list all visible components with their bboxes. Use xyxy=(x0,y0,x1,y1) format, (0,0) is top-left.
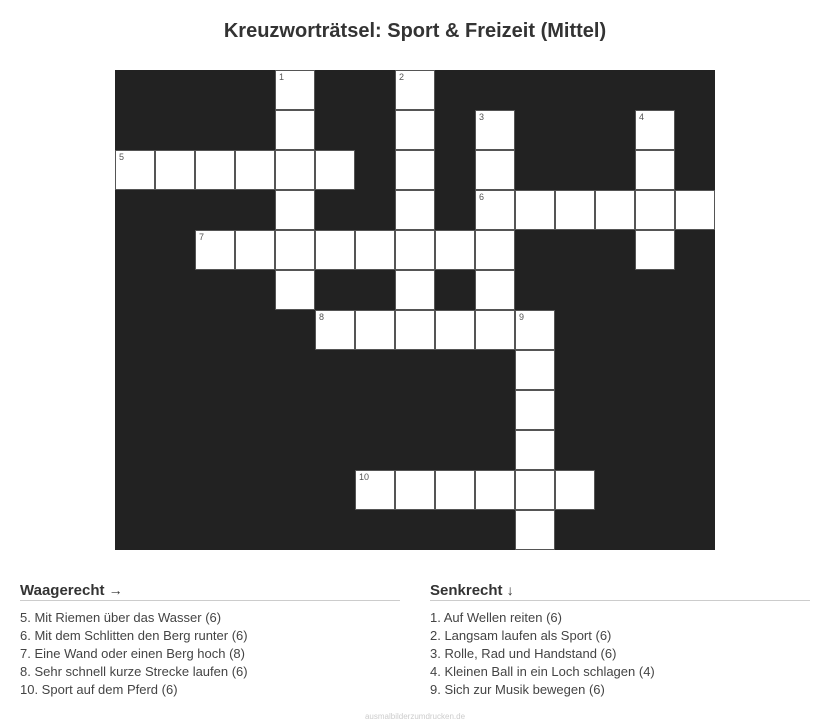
grid-cell[interactable] xyxy=(675,190,715,230)
grid-cell[interactable] xyxy=(395,470,435,510)
grid-cell[interactable] xyxy=(515,470,555,510)
clue-down-4: 4. Kleinen Ball in ein Loch schlagen (4) xyxy=(430,664,655,679)
grid-cell[interactable] xyxy=(435,310,475,350)
grid-cell[interactable] xyxy=(515,510,555,550)
crossword-grid xyxy=(115,70,715,550)
grid-cell[interactable] xyxy=(515,190,555,230)
clue-across-8: 8. Sehr schnell kurze Strecke laufen (6) xyxy=(20,664,248,679)
clue-down-9: 9. Sich zur Musik bewegen (6) xyxy=(430,682,605,697)
grid-cell[interactable] xyxy=(235,230,275,270)
grid-cell[interactable] xyxy=(275,230,315,270)
grid-cell[interactable] xyxy=(275,110,315,150)
clue-across-7: 7. Eine Wand oder einen Berg hoch (8) xyxy=(20,646,245,661)
clue-down-1: 1. Auf Wellen reiten (6) xyxy=(430,610,562,625)
down-heading-label: Senkrecht xyxy=(430,582,503,599)
cell-number: 5 xyxy=(119,152,125,162)
cell-number: 1 xyxy=(279,72,285,82)
down-heading xyxy=(430,582,810,601)
grid-cell[interactable] xyxy=(435,470,475,510)
cell-number: 6 xyxy=(479,192,485,202)
grid-cell[interactable] xyxy=(315,150,355,190)
grid-cell[interactable] xyxy=(515,390,555,430)
down-arrow-icon: ↓ xyxy=(506,582,514,598)
grid-cell[interactable] xyxy=(275,190,315,230)
grid-cell[interactable] xyxy=(275,70,315,110)
grid-cell[interactable] xyxy=(475,270,515,310)
grid-cell[interactable] xyxy=(595,190,635,230)
across-clues xyxy=(20,582,400,699)
grid-cell[interactable] xyxy=(515,430,555,470)
grid-cell[interactable] xyxy=(635,230,675,270)
grid-cell[interactable] xyxy=(515,310,555,350)
grid-cell[interactable] xyxy=(475,150,515,190)
grid-cell[interactable] xyxy=(195,150,235,190)
grid-cell[interactable] xyxy=(395,110,435,150)
grid-cell[interactable] xyxy=(475,190,515,230)
clue-across-10: 10. Sport auf dem Pferd (6) xyxy=(20,682,178,697)
clue-across-5: 5. Mit Riemen über das Wasser (6) xyxy=(20,610,222,625)
grid-cell[interactable] xyxy=(395,70,435,110)
clue-down-3: 3. Rolle, Rad und Handstand (6) xyxy=(430,646,617,661)
footer-credit: ausmalbilderzumdrucken.de xyxy=(364,712,466,721)
down-clues xyxy=(430,582,810,699)
grid-cell[interactable] xyxy=(195,230,235,270)
grid-cell[interactable] xyxy=(355,310,395,350)
grid-cell[interactable] xyxy=(395,230,435,270)
grid-cell[interactable] xyxy=(435,230,475,270)
grid-cell[interactable] xyxy=(315,310,355,350)
cell-number: 7 xyxy=(199,232,205,242)
clue-across-6: 6. Mit dem Schlitten den Berg runter (6) xyxy=(20,628,248,643)
down-clue-list xyxy=(430,609,810,699)
grid-cell[interactable] xyxy=(315,230,355,270)
cell-number: 10 xyxy=(359,472,370,482)
grid-cell[interactable] xyxy=(475,310,515,350)
grid-cell[interactable] xyxy=(235,150,275,190)
grid-cell[interactable] xyxy=(395,310,435,350)
grid-cell[interactable] xyxy=(275,150,315,190)
across-clue-list xyxy=(20,609,400,699)
cell-number: 8 xyxy=(319,312,325,322)
grid-cell[interactable] xyxy=(155,150,195,190)
right-arrow-icon: → xyxy=(108,582,123,598)
page-title: Kreuzworträtsel: Sport & Freizeit (Mittel) xyxy=(223,20,607,42)
grid-cell[interactable] xyxy=(475,110,515,150)
grid-cell[interactable] xyxy=(395,270,435,310)
cell-number: 9 xyxy=(519,312,525,322)
grid-cell[interactable] xyxy=(395,190,435,230)
grid-cell[interactable] xyxy=(555,190,595,230)
clue-down-2: 2. Langsam laufen als Sport (6) xyxy=(430,628,612,643)
grid-cell[interactable] xyxy=(275,270,315,310)
grid-cell[interactable] xyxy=(395,150,435,190)
across-heading-label: Waagerecht xyxy=(20,582,105,599)
cell-number: 3 xyxy=(479,112,485,122)
cell-number: 4 xyxy=(639,112,645,122)
grid-cell[interactable] xyxy=(115,150,155,190)
grid-cell[interactable] xyxy=(355,470,395,510)
grid-cell[interactable] xyxy=(515,350,555,390)
grid-cell[interactable] xyxy=(555,470,595,510)
grid-cell[interactable] xyxy=(475,230,515,270)
across-heading xyxy=(20,582,400,601)
grid-cell[interactable] xyxy=(355,230,395,270)
grid-cell[interactable] xyxy=(475,470,515,510)
grid-cell[interactable] xyxy=(635,110,675,150)
grid-cell[interactable] xyxy=(635,190,675,230)
grid-cell[interactable] xyxy=(635,150,675,190)
cell-number: 2 xyxy=(399,72,405,82)
